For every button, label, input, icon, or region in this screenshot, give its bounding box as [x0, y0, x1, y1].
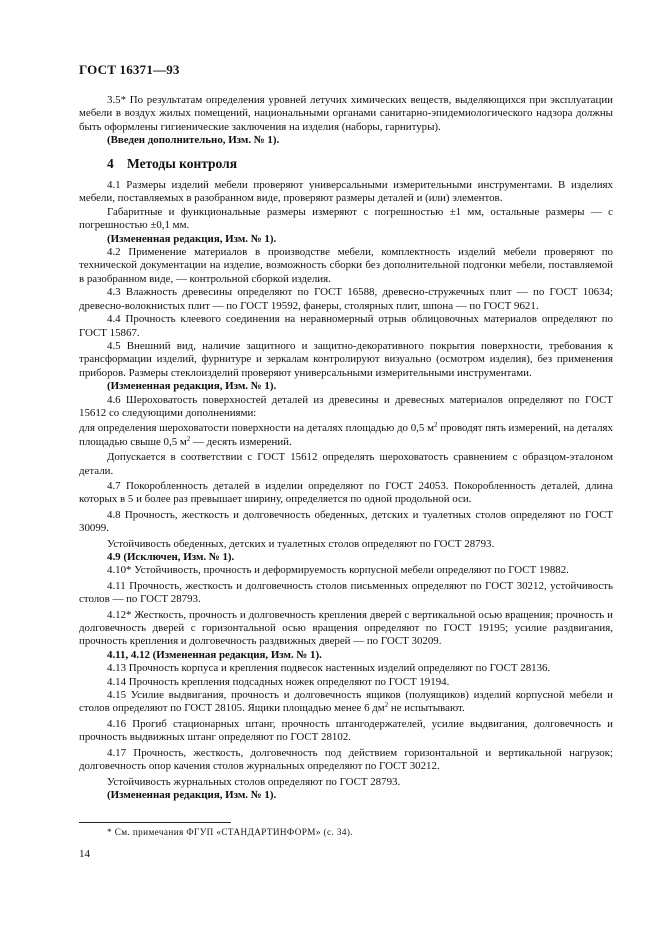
amendment-note: (Введен дополнительно, Изм. № 1). — [107, 134, 280, 147]
paragraph-4-5: 4.5 Внешний вид, наличие защитного и защитно-декоративного покрытия поверхности, требования к трансформации изделий, фурнитуре и зеркалам контролируют визуально (осмотром изделия), без применения приборов. Размеры стеклоизделий проверяют универсальными измерительными инструментами. — [79, 339, 613, 379]
paragraph-4-17: 4.17 Прочность, жесткость, долговечность под действием горизонтальной и вертикальной нагрузок; долговечность опор качения столов журнальных определяют по ГОСТ 30212. — [79, 746, 613, 773]
paragraph-4-14: 4.14 Прочность крепления подсадных ножек определяют по ГОСТ 19194. — [107, 675, 450, 688]
paragraph-4-11: 4.11 Прочность, жесткость и долговечность столов письменных определяют по ГОСТ 30212, устойчивость столов — по ГОСТ 28793. — [79, 579, 613, 606]
section-number: 4 — [107, 155, 114, 171]
paragraph-4-3: 4.3 Влажность древесины определяют по ГОСТ 16588, древесно-стружечных плит — по ГОСТ 10634; древесно-волокнистых плит — по ГОСТ 19592, фанеры, столярных плит, шпона — по ГОСТ 9621. — [79, 286, 613, 312]
document-body — [79, 94, 613, 802]
paragraph-4-1: 4.1 Размеры изделий мебели проверяют универсальными измерительными инструментами. В изделиях мебели, поставляемых в разобранном виде, проверяют размеры деталей и (или) элементов. — [79, 179, 613, 205]
paragraph-4-2: 4.2 Применение материалов в производстве мебели, комплектность изделий мебели проверяют по технической документации на изделие, возможность сборки без дополнительной подгонки мебели, поставляемой в разобранном виде, — контрольной сборкой изделия. — [79, 246, 613, 285]
footnote-divider — [79, 822, 231, 823]
paragraph-4-8: 4.8 Прочность, жесткость и долговечность обеденных, детских и туалетных столов определяют по ГОСТ 30099. — [79, 508, 613, 535]
paragraph-4-1-b: Габаритные и функциональные размеры измеряют с погрешностью ±1 мм, остальные размеры — с погрешностью ±0,1 мм. — [79, 205, 613, 232]
paragraph-3-5: 3.5* По результатам определения уровней летучих химических веществ, выделяющихся при эксплуатации мебели в воздух жилых помещений, национальными органами санитарно-эпидемиологического надзора должны быть оформлены гигиенические заключения на изделия (наборы, гарнитуры). — [79, 94, 613, 133]
paragraph-4-6-c: Допускается в соответствии с ГОСТ 15612 определять шероховатость сравнением с образцом-эталоном детали. — [79, 451, 613, 477]
paragraph-4-12: 4.12* Жесткость, прочность и долговечность крепления дверей с вертикальной осью вращения; прочность и долговечность дверей с горизонтальной осью вращения определяют по ГОСТ 19195; усилие раздвигания, прочность крепления и долговечность раздвижных дверей — по ГОСТ 30209. — [79, 608, 613, 648]
paragraph-4-8-b: Устойчивость обеденных, детских и туалетных столов определяют по ГОСТ 28793. — [107, 537, 495, 550]
paragraph-4-10: 4.10* Устойчивость, прочность и деформируемость корпусной мебели определяют по ГОСТ 19882. — [107, 564, 569, 577]
footnote: * См. примечания ФГУП «СТАНДАРТИНФОРМ» (с. 34). — [107, 827, 353, 837]
paragraph-4-13: 4.13 Прочность корпуса и крепления подвесок настенных изделий определяют по ГОСТ 28136. — [107, 662, 551, 675]
amendment-note: (Измененная редакция, Изм. № 1). — [107, 380, 277, 393]
amendment-note: 4.11, 4.12 (Измененная редакция, Изм. № 1). — [107, 648, 322, 661]
paragraph-4-17-b: Устойчивость журнальных столов определяют по ГОСТ 28793. — [107, 775, 401, 788]
paragraph-4-4: 4.4 Прочность клеевого соединения на неравномерный отрыв облицовочных материалов определяют по ГОСТ 15867. — [79, 313, 613, 339]
paragraph-4-15: 4.15 Усилие выдвигания, прочность и долговечность ящиков (полуящиков) изделий корпусной мебели и столов определяют по ГОСТ 28105. Ящики площадью менее 6 $дм^2$ не испытывают. — [79, 689, 613, 715]
paragraph-4-7: 4.7 Покоробленность деталей в изделии определяют по ГОСТ 24053. Покоробленность деталей, длина которых в 5 и более раз превышает ширину, определяется по одной продольной оси. — [79, 479, 613, 506]
paragraph-4-6-b: для определения шероховатости поверхности на деталях площадью до 0,5 $м^2$ проводят пять измерений, на деталях площадью свыше 0,5 $м^2$ — десять измерений. — [79, 421, 613, 448]
page-number: 14 — [79, 848, 90, 860]
amendment-note: (Измененная редакция, Изм. № 1). — [107, 788, 277, 801]
section-heading — [107, 157, 613, 170]
document-code: ГОСТ 16371—93 — [79, 62, 180, 77]
paragraph-4-6: 4.6 Шероховатость поверхностей деталей из древесины и древесных материалов определяют по ГОСТ 15612 со следующими дополнениями: — [79, 393, 613, 419]
paragraph-4-9: 4.9 (Исключен, Изм. № 1). — [107, 551, 235, 563]
paragraph-4-16: 4.16 Прогиб стационарных штанг, прочность штангодержателей, усилие выдвигания, долговечность и прочность выдвижных штанг определяют по ГОСТ 28102. — [79, 717, 613, 744]
section-title: Методы контроля — [127, 155, 237, 171]
amendment-note: (Измененная редакция, Изм. № 1). — [107, 232, 277, 245]
